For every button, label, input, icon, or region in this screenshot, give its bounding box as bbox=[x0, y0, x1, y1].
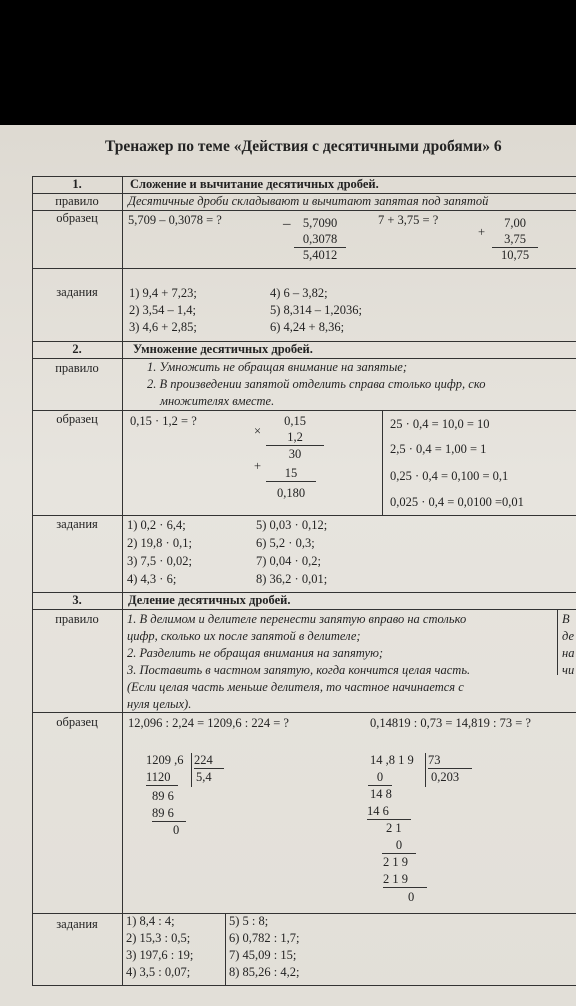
task-item: 5) 0,03 · 0,12; bbox=[256, 518, 328, 532]
minus-sign: – bbox=[283, 216, 291, 232]
division-step: 14 8 bbox=[370, 787, 392, 801]
division-step: 0 bbox=[173, 823, 180, 837]
example-expression: 12,096 : 2,24 = 1209,6 : 224 = ? bbox=[128, 716, 289, 730]
plus-sign: + bbox=[254, 459, 262, 473]
section-number: 3. bbox=[72, 593, 82, 607]
cut-off-text: де bbox=[562, 629, 575, 643]
row-label: образец bbox=[56, 715, 98, 729]
row-divider bbox=[32, 609, 576, 610]
times-sign: × bbox=[254, 424, 262, 438]
division-step: 2 1 9 bbox=[383, 855, 408, 869]
division-step: 89 6 bbox=[152, 806, 186, 822]
dark-background bbox=[0, 0, 576, 125]
column-divider bbox=[225, 913, 226, 985]
example-box-border bbox=[382, 410, 383, 515]
column-operand: 0,15 bbox=[284, 414, 306, 428]
section-heading: Сложение и вычитание десятичных дробей. bbox=[130, 177, 379, 191]
rule-text: 1. Умножить не обращая внимание на запятые; bbox=[147, 360, 407, 374]
example-expression: 7 + 3,75 = ? bbox=[378, 213, 439, 227]
division-step: 2 1 bbox=[386, 821, 402, 835]
row-label: задания bbox=[56, 285, 98, 299]
division-step: 0 bbox=[408, 890, 415, 904]
task-item: 3) 197,6 : 19; bbox=[126, 948, 194, 962]
row-label: правило bbox=[55, 612, 99, 626]
task-item: 2) 19,8 · 0,1; bbox=[127, 536, 192, 550]
column-operand: 3,75 bbox=[492, 232, 538, 248]
division-step: 0 bbox=[368, 770, 392, 786]
partial-product: 30 bbox=[288, 447, 302, 461]
section-heading: Умножение десятичных дробей. bbox=[133, 342, 313, 356]
example-expression: 0,15 · 1,2 = ? bbox=[130, 414, 197, 428]
rule-text: цифр, сколько их после запятой в делителе; bbox=[127, 629, 361, 643]
column-operand: 1,2 bbox=[266, 430, 324, 446]
rule-text: 2. Разделить не обращая внимания на запятую; bbox=[127, 646, 384, 660]
task-item: 5) 5 : 8; bbox=[229, 914, 269, 928]
division-step: 89 6 bbox=[152, 789, 174, 803]
rule-text: 2. В произведении запятой отделить справа столько цифр, ско bbox=[147, 377, 486, 391]
division-bar bbox=[425, 753, 426, 787]
dividend: 1209 ,6 bbox=[146, 753, 184, 767]
cut-off-text: В bbox=[562, 612, 570, 626]
row-label: образец bbox=[56, 211, 98, 225]
task-item: 3) 4,6 + 2,85; bbox=[129, 320, 197, 334]
example-line: 0,025 · 0,4 = 0,0100 =0,01 bbox=[390, 495, 524, 509]
task-item: 4) 4,3 · 6; bbox=[127, 572, 177, 586]
division-bar bbox=[191, 753, 192, 787]
divisor: 73 bbox=[428, 753, 472, 769]
rule-text: Десятичные дроби складывают и вычитают запятая под запятой bbox=[128, 194, 489, 208]
quotient: 0,203 bbox=[431, 770, 460, 784]
task-item: 2) 15,3 : 0,5; bbox=[126, 931, 191, 945]
quotient: 5,4 bbox=[196, 770, 212, 784]
division-step: 0 bbox=[382, 838, 416, 854]
task-item: 1) 8,4 : 4; bbox=[126, 914, 175, 928]
partial-product: 15 bbox=[266, 466, 316, 482]
task-item: 4) 6 – 3,82; bbox=[270, 286, 328, 300]
column-result: 10,75 bbox=[500, 248, 530, 262]
column-result: 5,4012 bbox=[302, 248, 338, 262]
column-divider bbox=[122, 176, 123, 985]
task-item: 8) 85,26 : 4,2; bbox=[229, 965, 300, 979]
column-operand: 0,3078 bbox=[294, 232, 346, 248]
example-expression: 0,14819 : 0,73 = 14,819 : 73 = ? bbox=[370, 716, 531, 730]
task-item: 1) 0,2 · 6,4; bbox=[127, 518, 186, 532]
task-item: 3) 7,5 · 0,02; bbox=[127, 554, 192, 568]
row-divider bbox=[32, 515, 576, 516]
task-item: 1) 9,4 + 7,23; bbox=[129, 286, 197, 300]
division-step: 1120 bbox=[146, 770, 178, 786]
division-step: 2 1 9 bbox=[383, 872, 427, 888]
page-title: Тренажер по теме «Действия с десятичными дробями» 6 bbox=[105, 138, 502, 155]
rule-text: множителях вместе. bbox=[160, 394, 275, 408]
row-label: задания bbox=[56, 517, 98, 531]
divisor: 224 bbox=[194, 753, 224, 769]
task-item: 2) 3,54 – 1,4; bbox=[129, 303, 197, 317]
example-line: 25 · 0,4 = 10,0 = 10 bbox=[390, 417, 490, 431]
row-label: задания bbox=[56, 917, 98, 931]
example-line: 0,25 · 0,4 = 0,100 = 0,1 bbox=[390, 469, 509, 483]
row-divider bbox=[32, 913, 576, 914]
column-operand: 7,00 bbox=[504, 216, 526, 230]
rule-text: нуля целых). bbox=[127, 697, 192, 711]
row-label: правило bbox=[55, 194, 99, 208]
task-item: 7) 45,09 : 15; bbox=[229, 948, 297, 962]
worksheet-page bbox=[0, 125, 576, 1006]
cut-off-text: на bbox=[562, 646, 575, 660]
task-item: 5) 8,314 – 1,2036; bbox=[270, 303, 363, 317]
example-line: 2,5 · 0,4 = 1,00 = 1 bbox=[390, 442, 487, 456]
rule-text: (Если целая часть меньше делителя, то частное начинается с bbox=[127, 680, 464, 694]
division-step: 14 6 bbox=[367, 804, 411, 820]
task-item: 8) 36,2 · 0,01; bbox=[256, 572, 328, 586]
task-item: 6) 0,782 : 1,7; bbox=[229, 931, 300, 945]
task-item: 7) 0,04 · 0,2; bbox=[256, 554, 321, 568]
section-number: 1. bbox=[72, 177, 82, 191]
row-divider bbox=[32, 358, 576, 359]
row-label: правило bbox=[55, 361, 99, 375]
section-number: 2. bbox=[72, 342, 82, 356]
plus-sign: + bbox=[478, 225, 486, 239]
task-item: 4) 3,5 : 0,07; bbox=[126, 965, 191, 979]
cut-off-text: чи bbox=[562, 663, 575, 677]
row-divider bbox=[32, 268, 576, 269]
section-heading: Деление десятичных дробей. bbox=[128, 593, 291, 607]
dividend: 14 ,8 1 9 bbox=[370, 753, 414, 767]
row-divider bbox=[32, 410, 576, 411]
row-label: образец bbox=[56, 412, 98, 426]
task-item: 6) 5,2 · 0,3; bbox=[256, 536, 315, 550]
row-divider bbox=[32, 712, 576, 713]
rule-text: 1. В делимом и делителе перенести запятую вправо на столько bbox=[127, 612, 467, 626]
cell-border bbox=[557, 609, 558, 675]
task-item: 6) 4,24 + 8,36; bbox=[270, 320, 345, 334]
column-operand: 5,7090 bbox=[302, 216, 338, 230]
column-result: 0,180 bbox=[276, 486, 306, 500]
example-expression: 5,709 – 0,3078 = ? bbox=[128, 213, 222, 227]
rule-text: 3. Поставить в частном запятую, когда кончится целая часть. bbox=[127, 663, 471, 677]
table-bottom-border bbox=[32, 985, 576, 986]
